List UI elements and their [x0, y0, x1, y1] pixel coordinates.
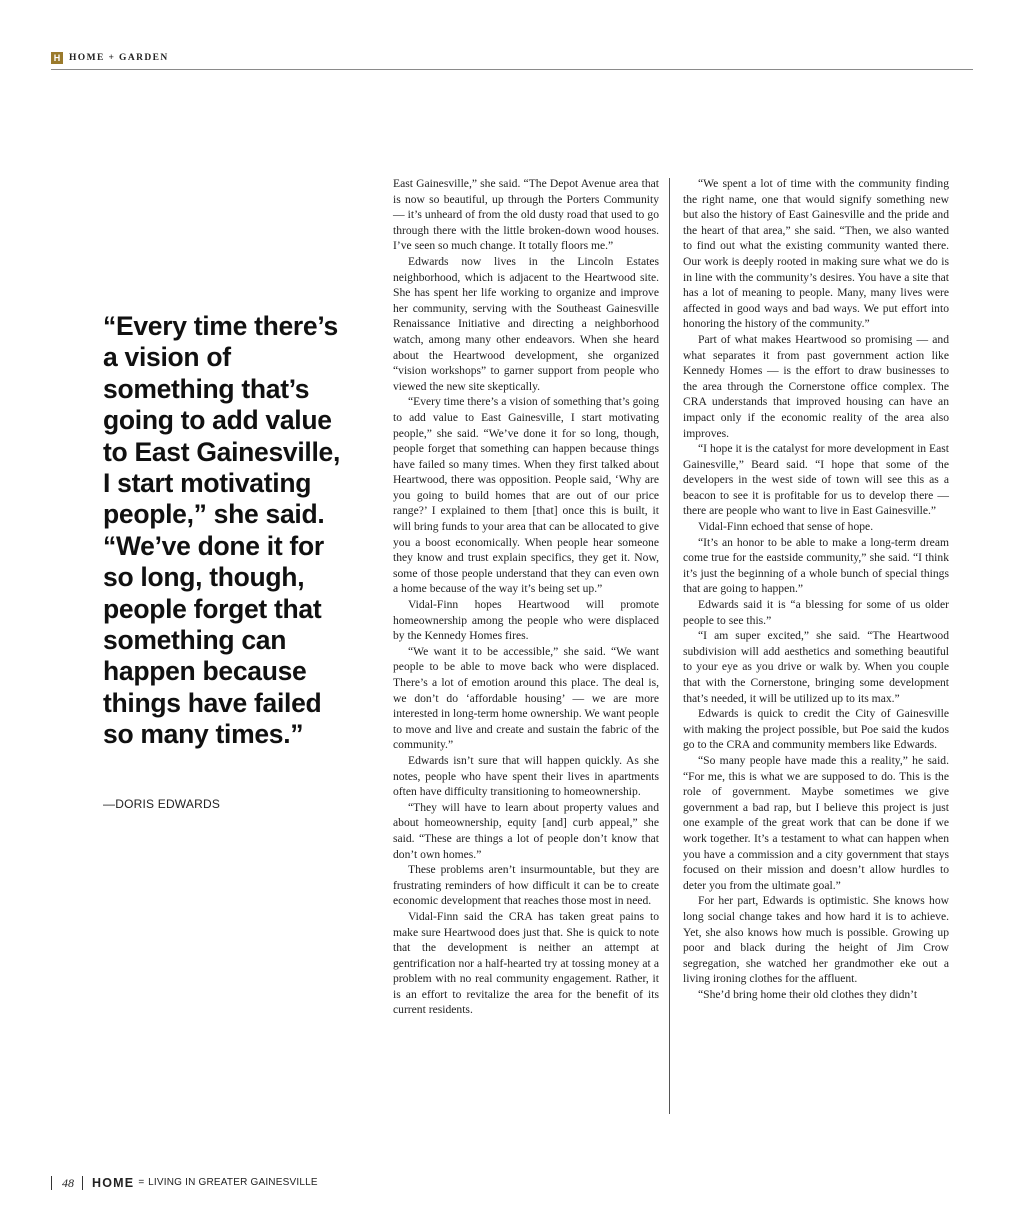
paragraph: Edwards said it is “a blessing for some of us older people to see this.”	[683, 598, 949, 627]
footer-separator: =	[138, 1177, 145, 1188]
paragraph: These problems aren’t insurmountable, but they are frustrating reminders of how difficult it can be to create economic development that reaches those most in need.	[393, 863, 659, 908]
paragraph: Vidal-Finn hopes Heartwood will promote homeownership among the people who were displaced by the Kennedy Homes fires.	[393, 598, 659, 643]
paragraph: “Every time there’s a vision of something that’s going to add value to East Gainesville, I start motivating people,” she said. “We’ve done it for so long, though, people forget that something can happen because things have failed so many times. When they first talked about Heartwood, there was opposition. People said, ‘Why are you going to build homes that are out of our price range?’ I explained to them [that] once this is built, it will bring funds to your area that can be allocated to give you a boost economically. When people hear someone they know and trust explain specifics, they get it. Now, some of those people understand that they can even own a home because of the way it’s being set up.”	[393, 395, 659, 596]
paragraph: “I am super excited,” she said. “The Heartwood subdivision will add aesthetics and something beautiful to your eye as you drive or walk by. When you couple that with the Cornerstone, bringing some development that’s needed, it will be utilized up to its max.”	[683, 629, 949, 705]
home-logo-icon: H	[51, 52, 63, 64]
paragraph: For her part, Edwards is optimistic. She knows how long social change takes and how hard it is to achieve. Yet, she also knows how much is possible. Growing up poor and black during the height of Jim Crow segregation, she watched her grandmother eke out a living ironing clothes for the affluent.	[683, 894, 949, 986]
paragraph: Edwards is quick to credit the City of Gainesville with making the project possible, but Poe said the kudos go to the CRA and community members like Edwards.	[683, 707, 949, 752]
paragraph: Edwards isn’t sure that will happen quickly. As she notes, people who have spent their lives in apartments often have difficulty transitioning to homeownership.	[393, 753, 659, 799]
paragraph: “We want it to be accessible,” she said. “We want people to be able to move back who were displaced. There’s a lot of emotion around this place. The deal is, we don’t do ‘affordable housing’ — we are more interested in long-term home ownership. We want people to move and live and create and sustain the fabric of the community.”	[393, 644, 659, 752]
paragraph: “She’d bring home their old clothes they didn’t	[698, 987, 918, 1001]
footer-divider	[51, 1176, 52, 1190]
paragraph: Vidal-Finn said the CRA has taken great pains to make sure Heartwood does just that. She is quick to note that the development is neither an attempt at gentrification nor a half-hearted try at tossing money at a problem with no real community engagement. Rather, it is an effort to revitalize the area for the benefit of its current residents.	[393, 909, 659, 1017]
paragraph: “So many people have made this a reality,” he said. “For me, this is what we are supposed to do. This is the role of government. Maybe sometimes we give government a bad rap, but I believe this project is just one example of the great work that can be done if we work together. It’s a testament to what can happen when you have a commission and a city government that stays focused on their mission and doesn’t allow hurdles to deter you from the ultimate goal.”	[683, 753, 949, 892]
pull-quote: “Every time there’s a vision of something that’s going to add value to East Gainesville, I start motivating people,” she said. “We’ve done it for so long, though, people forget that something can happen because things have failed so many times.”	[103, 311, 341, 750]
paragraph: East Gainesville,” she said. “The Depot Avenue area that is now so beautiful, up through the Porters Community — it’s unheard of from the old dusty road that used to go through there with the little broken-down wood houses. I’ve seen so much change. It totally floors me.”	[393, 177, 659, 253]
page-footer	[51, 1176, 318, 1190]
column-divider	[669, 178, 670, 1114]
paragraph: “They will have to learn about property values and about homeownership, equity [and] curb appeal,” she said. “These are things a lot of people don’t know that don’t own homes.”	[393, 800, 659, 861]
paragraph: “I hope it is the catalyst for more development in East Gainesville,” Beard said. “I hope that some of the developers in the west side of town will see this as a beacon to see it is profitable for us to develop there — there are people who want to live in East Gainesville.”	[683, 442, 949, 518]
paragraph: Part of what makes Heartwood so promising — and what separates it from past government action like Kennedy Homes — is the effort to draw businesses to the area through the Cornerstone office complex. The CRA understands that improved housing can have an impact only if the economic reality of the area also improves.	[683, 332, 949, 440]
article-column-2	[683, 176, 949, 1002]
magazine-brand: HOME	[92, 1176, 135, 1190]
paragraph: “We spent a lot of time with the community finding the right name, one that would signify something new but also the history of East Gainesville and the pride and the heart of that area,” she said. “Then, we also wanted to find out what the existing community wanted there. Our work is deeply rooted in making sure what we do is in line with the community’s desires. You have a site that has a lot of meaning to people. Many, many lives were affected in good ways and bad ways. We put effort into honoring the history of the community.”	[683, 177, 949, 331]
magazine-tagline: LIVING IN GREATER GAINESVILLE	[148, 1177, 318, 1188]
paragraph: Edwards now lives in the Lincoln Estates neighborhood, which is adjacent to the Heartwood site. She has spent her life working to organize and improve her community, serving with the Southeast Gainesville Renaissance Initiative and directing a neighborhood watch, among many other endeavors. When she heard about the Heartwood development, she organized “vision workshops” to garner support from people who viewed the new site skeptically.	[393, 254, 659, 393]
section-label: HOME + GARDEN	[69, 53, 169, 63]
page-number: 48	[62, 1176, 74, 1190]
article-column-1	[393, 176, 659, 1018]
pull-quote-attribution: —DORIS EDWARDS	[103, 797, 221, 811]
paragraph: “It’s an honor to be able to make a long-term dream come true for the eastside community,” she said. “I think it’s just the beginning of a whole bunch of special things that are going to happen.”	[683, 535, 949, 596]
footer-divider	[82, 1176, 83, 1190]
paragraph: Vidal-Finn echoed that sense of hope.	[698, 520, 874, 534]
section-header	[51, 52, 973, 70]
